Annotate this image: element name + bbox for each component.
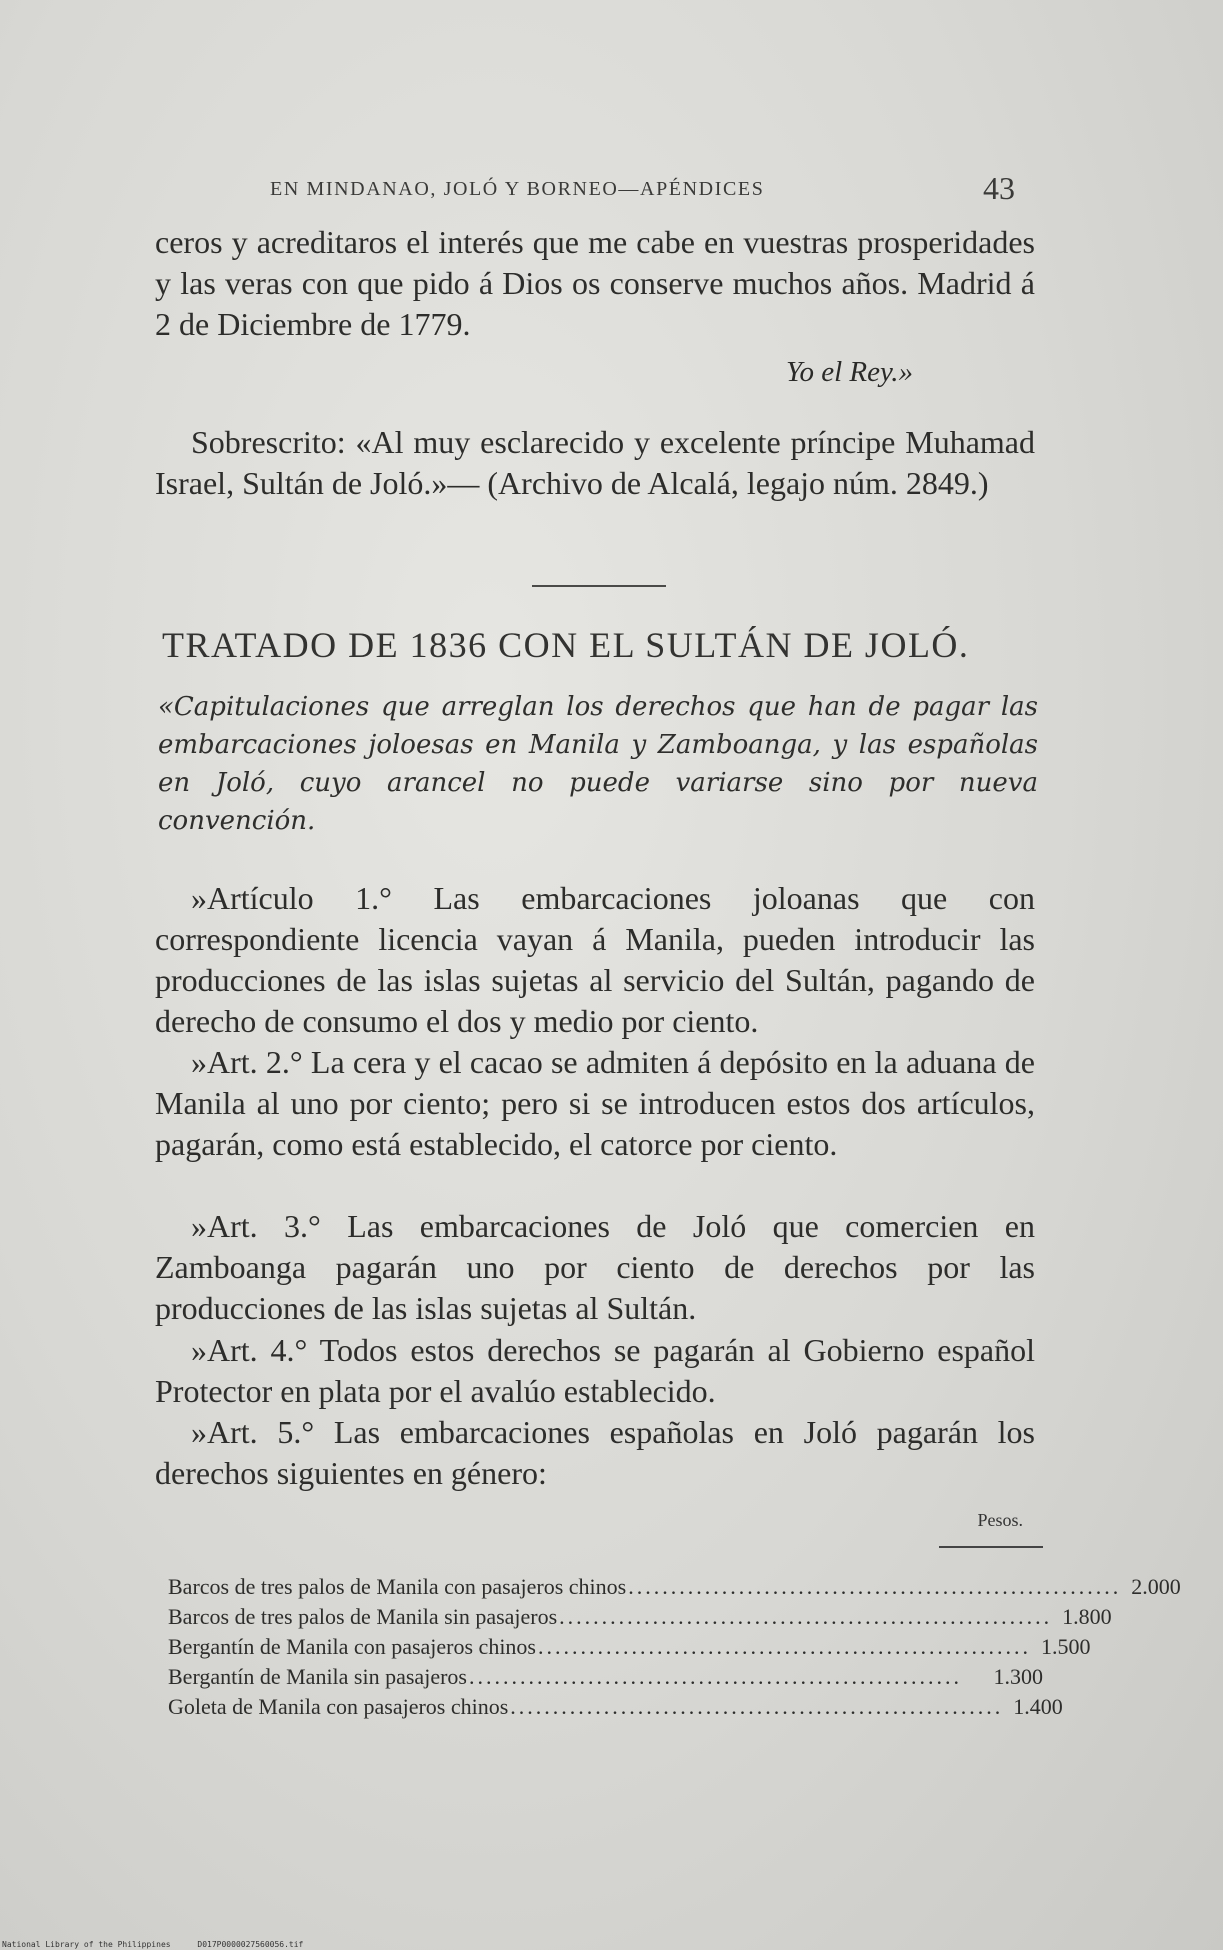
capitulaciones-heading: «Capitulaciones que arreglan los derechos que han de pagar las embarcaciones joloesas en Manila y Zamboanga, y las españolas en Joló, cuyo arancel no puede variarse sino por nueva convención. <box>158 692 1038 836</box>
vessel-cell: Barcos de tres palos de Manila con pasajeros chinos <box>168 1574 627 1599</box>
tariff-rows <box>168 1574 1181 1724</box>
table-row <box>168 1694 1063 1724</box>
leader-dots: .......................................................... <box>559 1604 1053 1629</box>
pesos-cell: 2.000 <box>1131 1574 1181 1599</box>
table-row <box>168 1664 1043 1694</box>
library-credit: National Library of the Philippines <box>2 1940 171 1949</box>
unit-rule <box>939 1546 1043 1548</box>
pesos-cell: 1.800 <box>1062 1604 1112 1629</box>
leader-dots: .......................................................... <box>468 1664 962 1689</box>
superscription-paragraph: Sobrescrito: «Al muy esclarecido y excelente príncipe Muhamad Israel, Sultán de Joló.»— (Archivo de Alcalá, legajo núm. 2849.) <box>155 424 1035 501</box>
leader-dots: .......................................................... <box>628 1574 1122 1599</box>
leader-dots: .......................................................... <box>538 1634 1031 1659</box>
vessel-cell: Bergantín de Manila sin pasajeros <box>168 1664 467 1689</box>
table-row <box>168 1634 1091 1664</box>
page-number: 43 <box>983 170 1015 206</box>
article-1: »Artículo 1.° Las embarcaciones joloanas que con correspondiente licencia vayan á Manila, pueden introducir las producciones de las islas sujetas al servicio del Sultán, pagando de derecho de consumo el dos y medio por ciento. <box>155 880 1035 1039</box>
article-2: »Art. 2.° La cera y el cacao se admiten á depósito en la aduana de Manila al uno por ciento; pero si se introducen estos dos artículos, pagarán, como está establecido, el catorce por ciento. <box>155 1044 1035 1162</box>
running-head <box>270 170 1015 210</box>
pesos-cell: 1.300 <box>993 1664 1043 1689</box>
leader-dots: .......................................................... <box>510 1694 1004 1719</box>
table-row <box>168 1574 1181 1604</box>
pesos-cell: 1.500 <box>1041 1634 1091 1659</box>
vessel-cell: Goleta de Manila con pasajeros chinos <box>168 1694 509 1719</box>
article-3: »Art. 3.° Las embarcaciones de Joló que comercien en Zamboanga pagarán uno por ciento de derechos por las producciones de las islas sujetas al Sultán. <box>155 1208 1035 1326</box>
scan-footer <box>2 1940 325 1949</box>
royal-signature: Yo el Rey.» <box>785 356 913 388</box>
vessel-cell: Barcos de tres palos de Manila sin pasajeros <box>168 1604 558 1629</box>
letter-closing-paragraph: ceros y acreditaros el interés que me cabe en vuestras prosperidades y las veras con que pido á Dios os conserve muchos años. Madrid á 2 de Diciembre de 1779. <box>155 224 1035 342</box>
section-divider <box>532 585 666 587</box>
treaty-title: TRATADO DE 1836 CON EL SULTÁN DE JOLÓ. <box>162 625 970 665</box>
pesos-cell: 1.400 <box>1013 1694 1063 1719</box>
file-id: D017P0000027560056.tif <box>197 1940 304 1949</box>
article-5: »Art. 5.° Las embarcaciones españolas en Joló pagarán los derechos siguientes en género: <box>155 1414 1035 1491</box>
table-row <box>168 1604 1112 1634</box>
running-title: EN MINDANAO, JOLÓ Y BORNEO—APÉNDICES <box>270 178 765 200</box>
vessel-cell: Bergantín de Manila con pasajeros chinos <box>168 1634 536 1659</box>
article-4: »Art. 4.° Todos estos derechos se pagarán al Gobierno español Protector en plata por el avalúo establecido. <box>155 1332 1035 1409</box>
unit-header: Pesos. <box>977 1510 1023 1530</box>
